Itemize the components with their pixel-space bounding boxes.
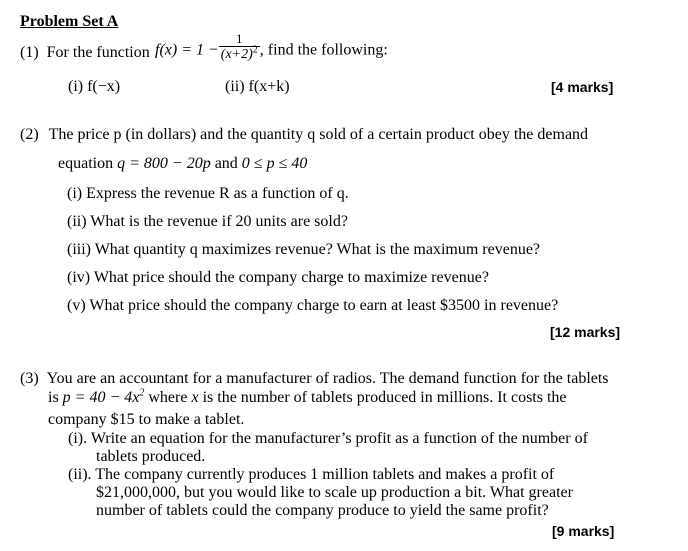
q2-part-iii: (iii) What quantity q maximizes revenue? What is the maximum revenue? — [67, 241, 541, 258]
q2-marks: [12 marks] — [550, 324, 621, 340]
q3-marks: [9 marks] — [552, 523, 615, 539]
q1-function-lhs: f(x) = 1 − — [155, 41, 219, 59]
q2-part-iv: (iv) What price should the company charge to maximize revenue? — [67, 269, 489, 286]
q3-where: where — [148, 389, 188, 406]
q2-text-line-1: The price p (in dollars) and the quantity q sold of a certain product obey the demand — [48, 126, 589, 143]
q2-demand-equation: q = 800 − 20p — [117, 155, 211, 172]
q2-part-v: (v) What price should the company charge to earn at least $3500 in revenue? — [67, 297, 559, 314]
q1-number: (1) — [20, 44, 39, 61]
q1-fraction — [219, 31, 260, 63]
q1-fraction-numerator: 1 — [236, 31, 243, 46]
q1-prompt — [20, 44, 150, 62]
q3-number: (3) — [20, 370, 39, 387]
q2-equation-label: equation — [58, 155, 114, 172]
q3-part-ii-line-3: number of tablets could the company produce to yield the same profit? — [96, 502, 549, 519]
q3-is: is — [48, 389, 59, 406]
q1-marks: [4 marks] — [551, 79, 614, 95]
q3-part-i-line-1: (i). Write an equation for the manufacturer’s profit as a function of the number of — [68, 430, 588, 447]
q1-part-ii: (ii) f(x+k) — [225, 78, 290, 95]
q1-fraction-denominator: $(x+2)^2$ — [220, 44, 258, 62]
q2-line-1 — [20, 126, 588, 144]
page-title: Problem Set A — [20, 13, 119, 30]
q3-part-i-line-2: tablets produced. — [96, 448, 206, 465]
q2-part-i: (i) Express the revenue R as a function of q. — [67, 185, 349, 202]
q2-part-ii: (ii) What is the revenue if 20 units are sold? — [67, 213, 348, 230]
q1-function — [155, 31, 388, 67]
q3-line-3: company $15 to make a tablet. — [48, 411, 245, 428]
q3-line-2 — [48, 389, 567, 407]
q2-and: and — [214, 155, 238, 172]
q2-price-range: 0 ≤ p ≤ 40 — [241, 155, 308, 172]
q2-line-2 — [58, 155, 307, 173]
q3-variable-x: x — [191, 389, 199, 406]
q3-text-line-1: You are an accountant for a manufacturer of radios. The demand function for the tablets — [46, 370, 609, 387]
q3-text-line-2: is the number of tablets produced in millions. It costs the — [202, 389, 567, 406]
q1-part-i: (i) f(−x) — [68, 78, 121, 95]
q3-demand-equation: $p = 40 - 4x^2$ — [62, 387, 145, 406]
q3-part-ii-line-1: (ii). The company currently produces 1 million tablets and makes a profit of — [68, 466, 555, 483]
q1-tail: , find the following: — [259, 41, 388, 59]
q2-number: (2) — [20, 126, 39, 143]
q1-lead: For the function — [46, 44, 150, 61]
q3-line-1 — [20, 370, 609, 388]
q3-part-ii-line-2: $21,000,000, but you would like to scale up production a bit. What greater — [96, 484, 573, 501]
